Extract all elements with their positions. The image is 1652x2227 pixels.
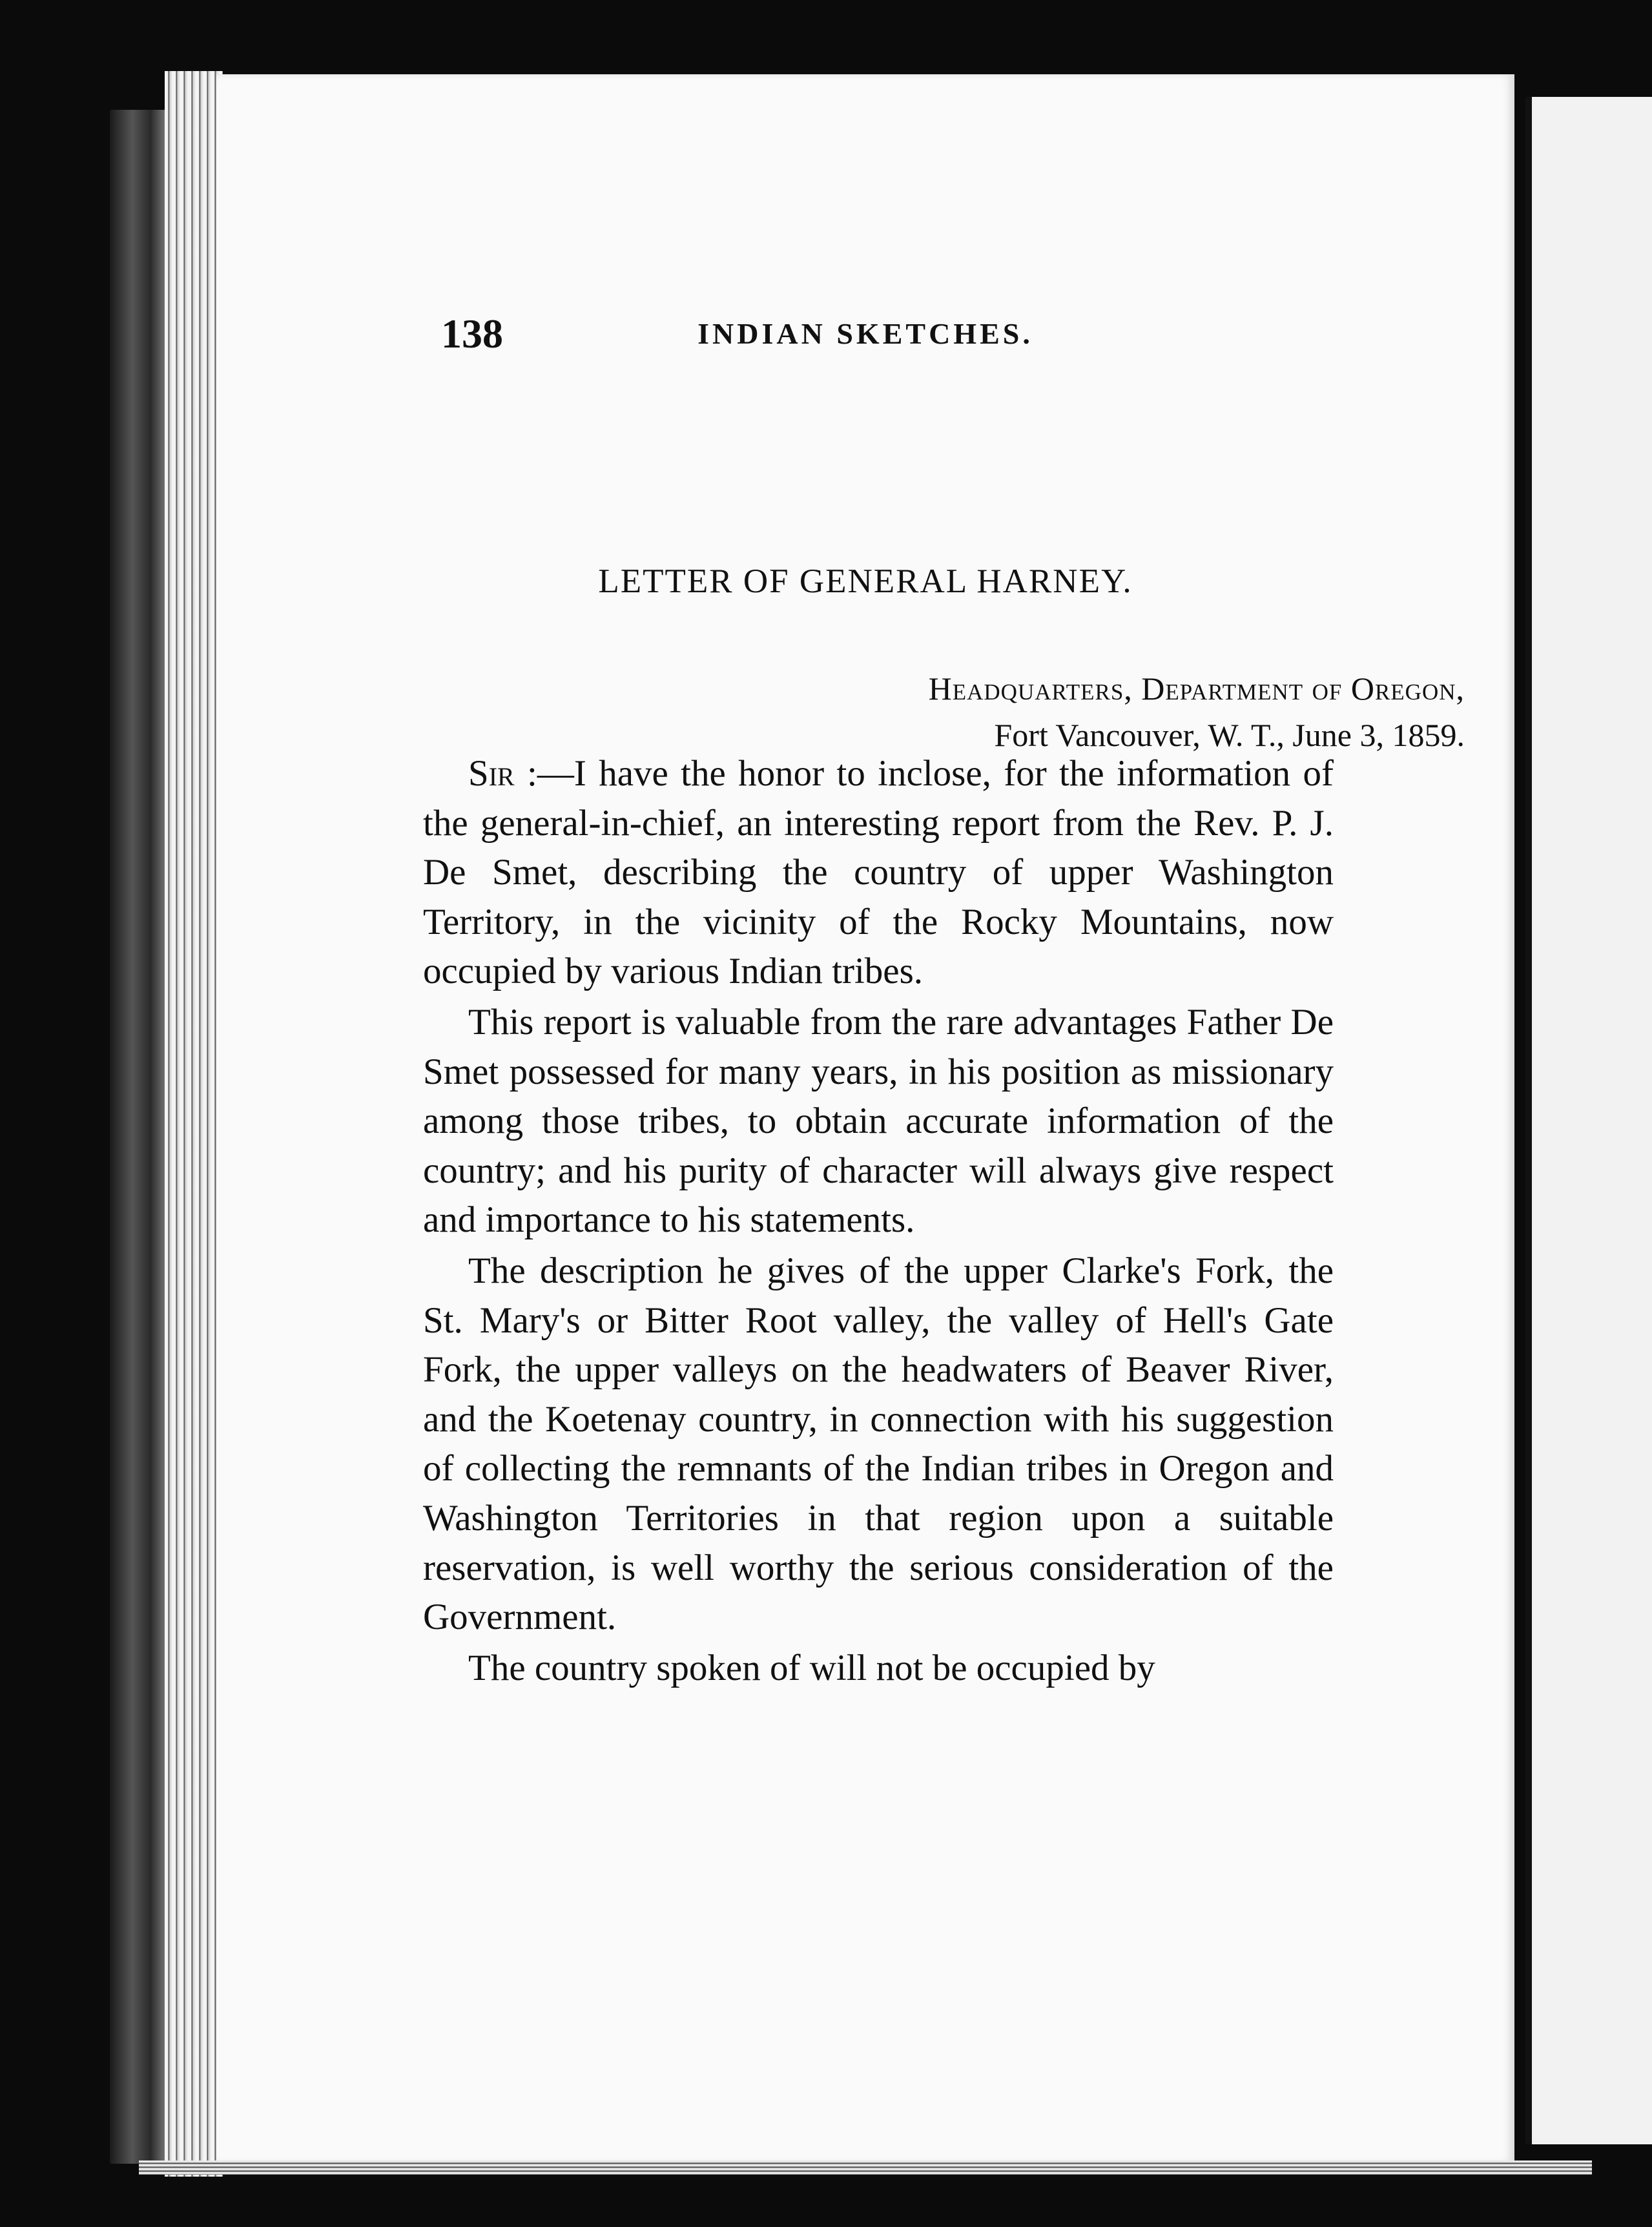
page-bottom-edge [139,2160,1592,2175]
page-number: 138 [441,311,503,357]
page-edges [165,71,223,2177]
paragraph: The description he gives of the upper Clarke's Fork, the St. Mary's or Bitter Root valley, the valley of Hell's Gate Fork, the upper valleys on the headwaters of Beaver River, and the Koetenay country, in connection with his suggestion of collecting the remnants of the Indian tribes in Oregon and Washington Territories in that region upon a suitable reservation, is well worthy the serious consideration of the Government. [423,1250,1334,1638]
paragraph: This report is valuable from the rare advantages Father De Smet possessed for many years, in his position as missionary among those tribes, to obtain accurate information of the country; and his purity of character will always give respect and importance to his statements. [423,1001,1334,1241]
running-title: INDIAN SKETCHES. [697,317,1033,350]
dateline-place-date: Fort Vancouver, W. T., June 3, 1859. [994,717,1465,753]
salutation: Sir : [468,753,537,794]
dateline [929,665,1465,758]
paragraph: The country spoken of will not be occupied by [468,1647,1155,1688]
paragraph-text: —I have the honor to inclose, for the information of the general-in-chief, an interesting report from the Rev. P. J. De Smet, describing the country of upper Washington Territory, in the vicinity of the Rocky Mountains, now occupied by various Indian tribes. [423,753,1334,992]
letter-title: LETTER OF GENERAL HARNEY. [598,563,1133,600]
dateline-organization: Headquarters, Department of Oregon, [928,670,1465,707]
facing-page [1525,97,1652,2144]
running-head [216,310,1514,368]
letter-body [423,749,1334,1694]
paragraph [423,749,1334,997]
